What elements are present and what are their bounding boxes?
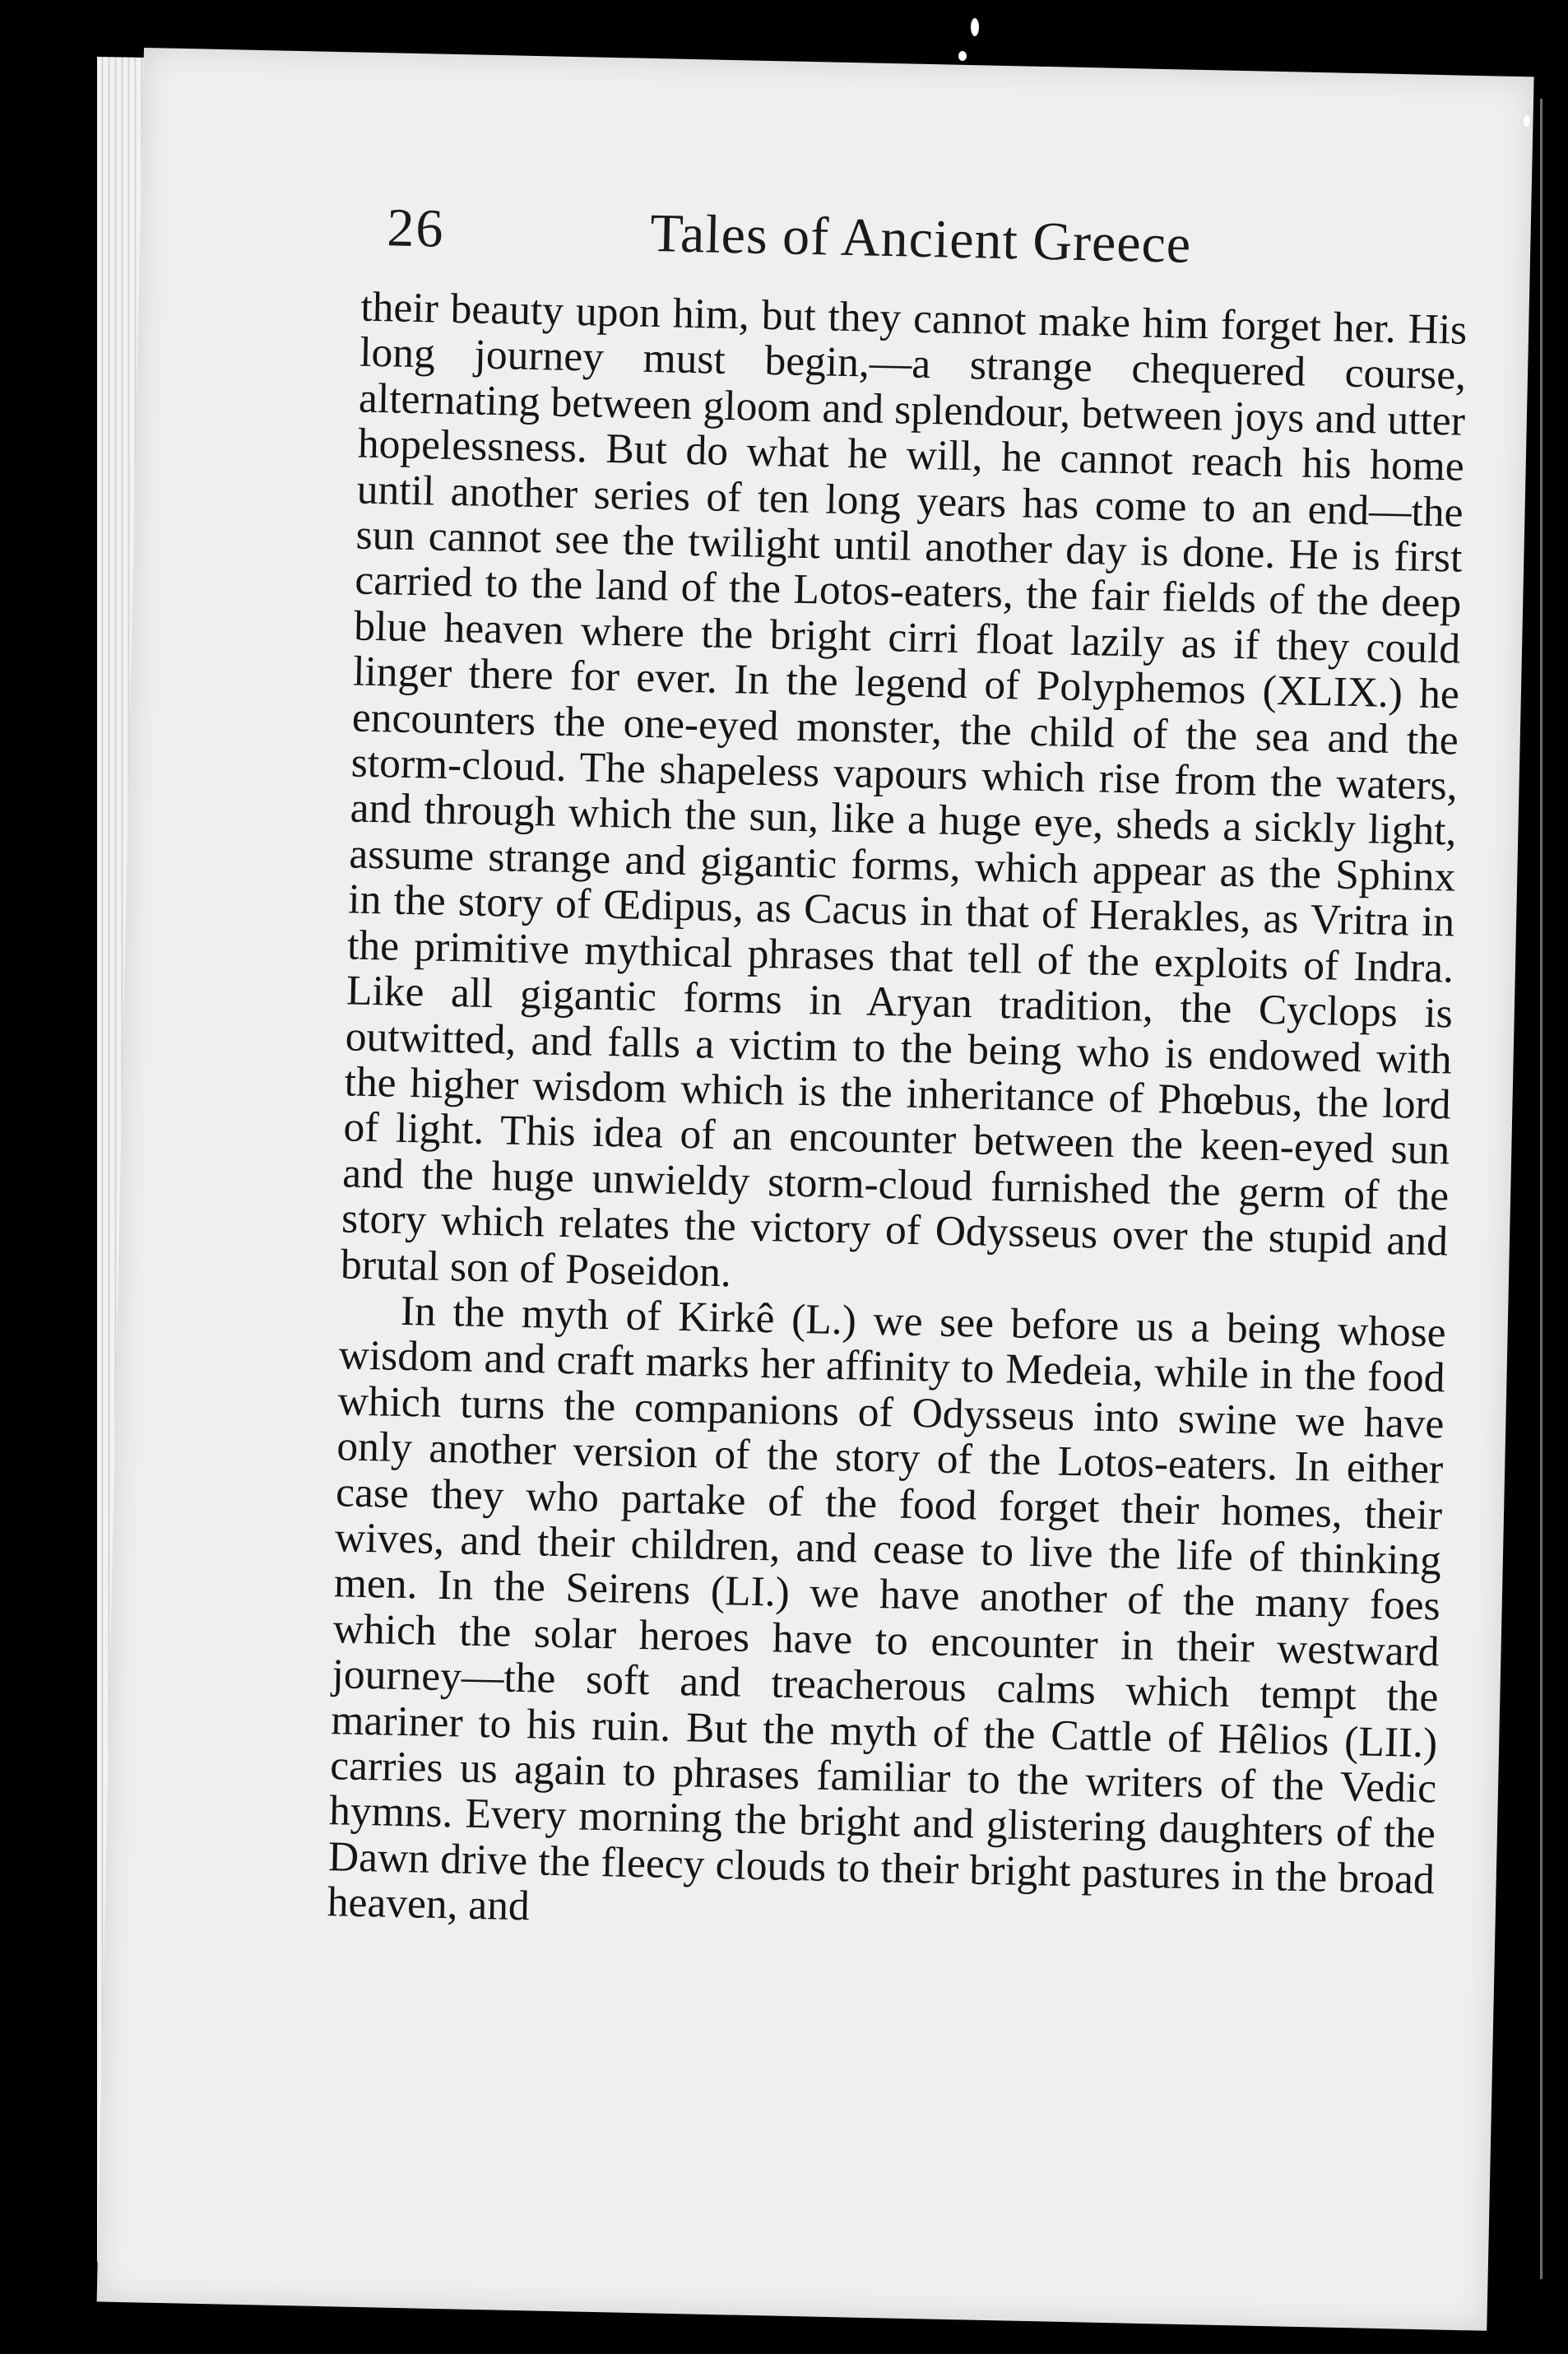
dust-speck (971, 18, 979, 36)
dust-speck (1524, 115, 1530, 127)
book-page (97, 48, 1534, 2331)
page-number: 26 (386, 197, 446, 259)
body-text (327, 285, 1467, 1948)
paragraph-2: In the myth of Kirkê (L.) we see before us a being whose wisdom and craft marks her affinity to Medeia, while in the food which turns the companions of Odysseus into swine we have only another version of the story of the Lotos-eaters. In either case they who partake of the food forget their homes, their wives, and their children, and cease to live the life of thinking men. In the Seirens (LI.) we have another of the many foes which the solar heroes have to encounter in their westward journey—the soft and treacherous calms which tempt the mariner to his ruin. But the myth of the Cattle of Hêlios (LII.) carries us again to phrases familiar to the writers of the Vedic hymns. Every morning the bright and glistering daughters of the Dawn drive the fleecy clouds to their bright pastures in the broad heaven, and (327, 1287, 1447, 1930)
page-right-edge-line (1540, 99, 1542, 2279)
running-title: Tales of Ancient Greece (649, 202, 1192, 275)
page-header (386, 197, 1391, 275)
paragraph-1: their beauty upon him, but they cannot make him forget her. His long journey must begin,—a strange chequered course, alternating between gloom and splendour, between joys and utter hopelessness. But do what he will, he cannot reach his home until another series of ten long years has come to an end—the sun cannot see the twilight until another day is done. He is first carried to the land of the Lotos-eaters, the fair fields of the deep blue heaven where the bright cirri float lazily as if they could linger there for ever. In the legend of Polyphemos (XLIX.) he encounters the one-eyed monster, the child of the sea and the storm-cloud. The shapeless vapours which rise from the waters, and through which the sun, like a huge eye, sheds a sickly light, assume strange and gigantic forms, which appear as the Sphinx in the story of Œdipus, as Cacus in that of Herakles, as Vritra in the primitive mythical phrases that tell of the exploits of Indra. Like all gigantic forms in Aryan tradition, the Cyclops is outwitted, and falls a victim to the being who is endowed with the higher wisdom which is the inheritance of Phœbus, the lord of light. This idea of an encounter between the keen-eyed sun and the huge unwieldy storm-cloud furnished the germ of the story which relates the victory of Odysseus over the stupid and brutal son of Poseidon. (340, 283, 1468, 1296)
dust-speck (958, 51, 967, 61)
